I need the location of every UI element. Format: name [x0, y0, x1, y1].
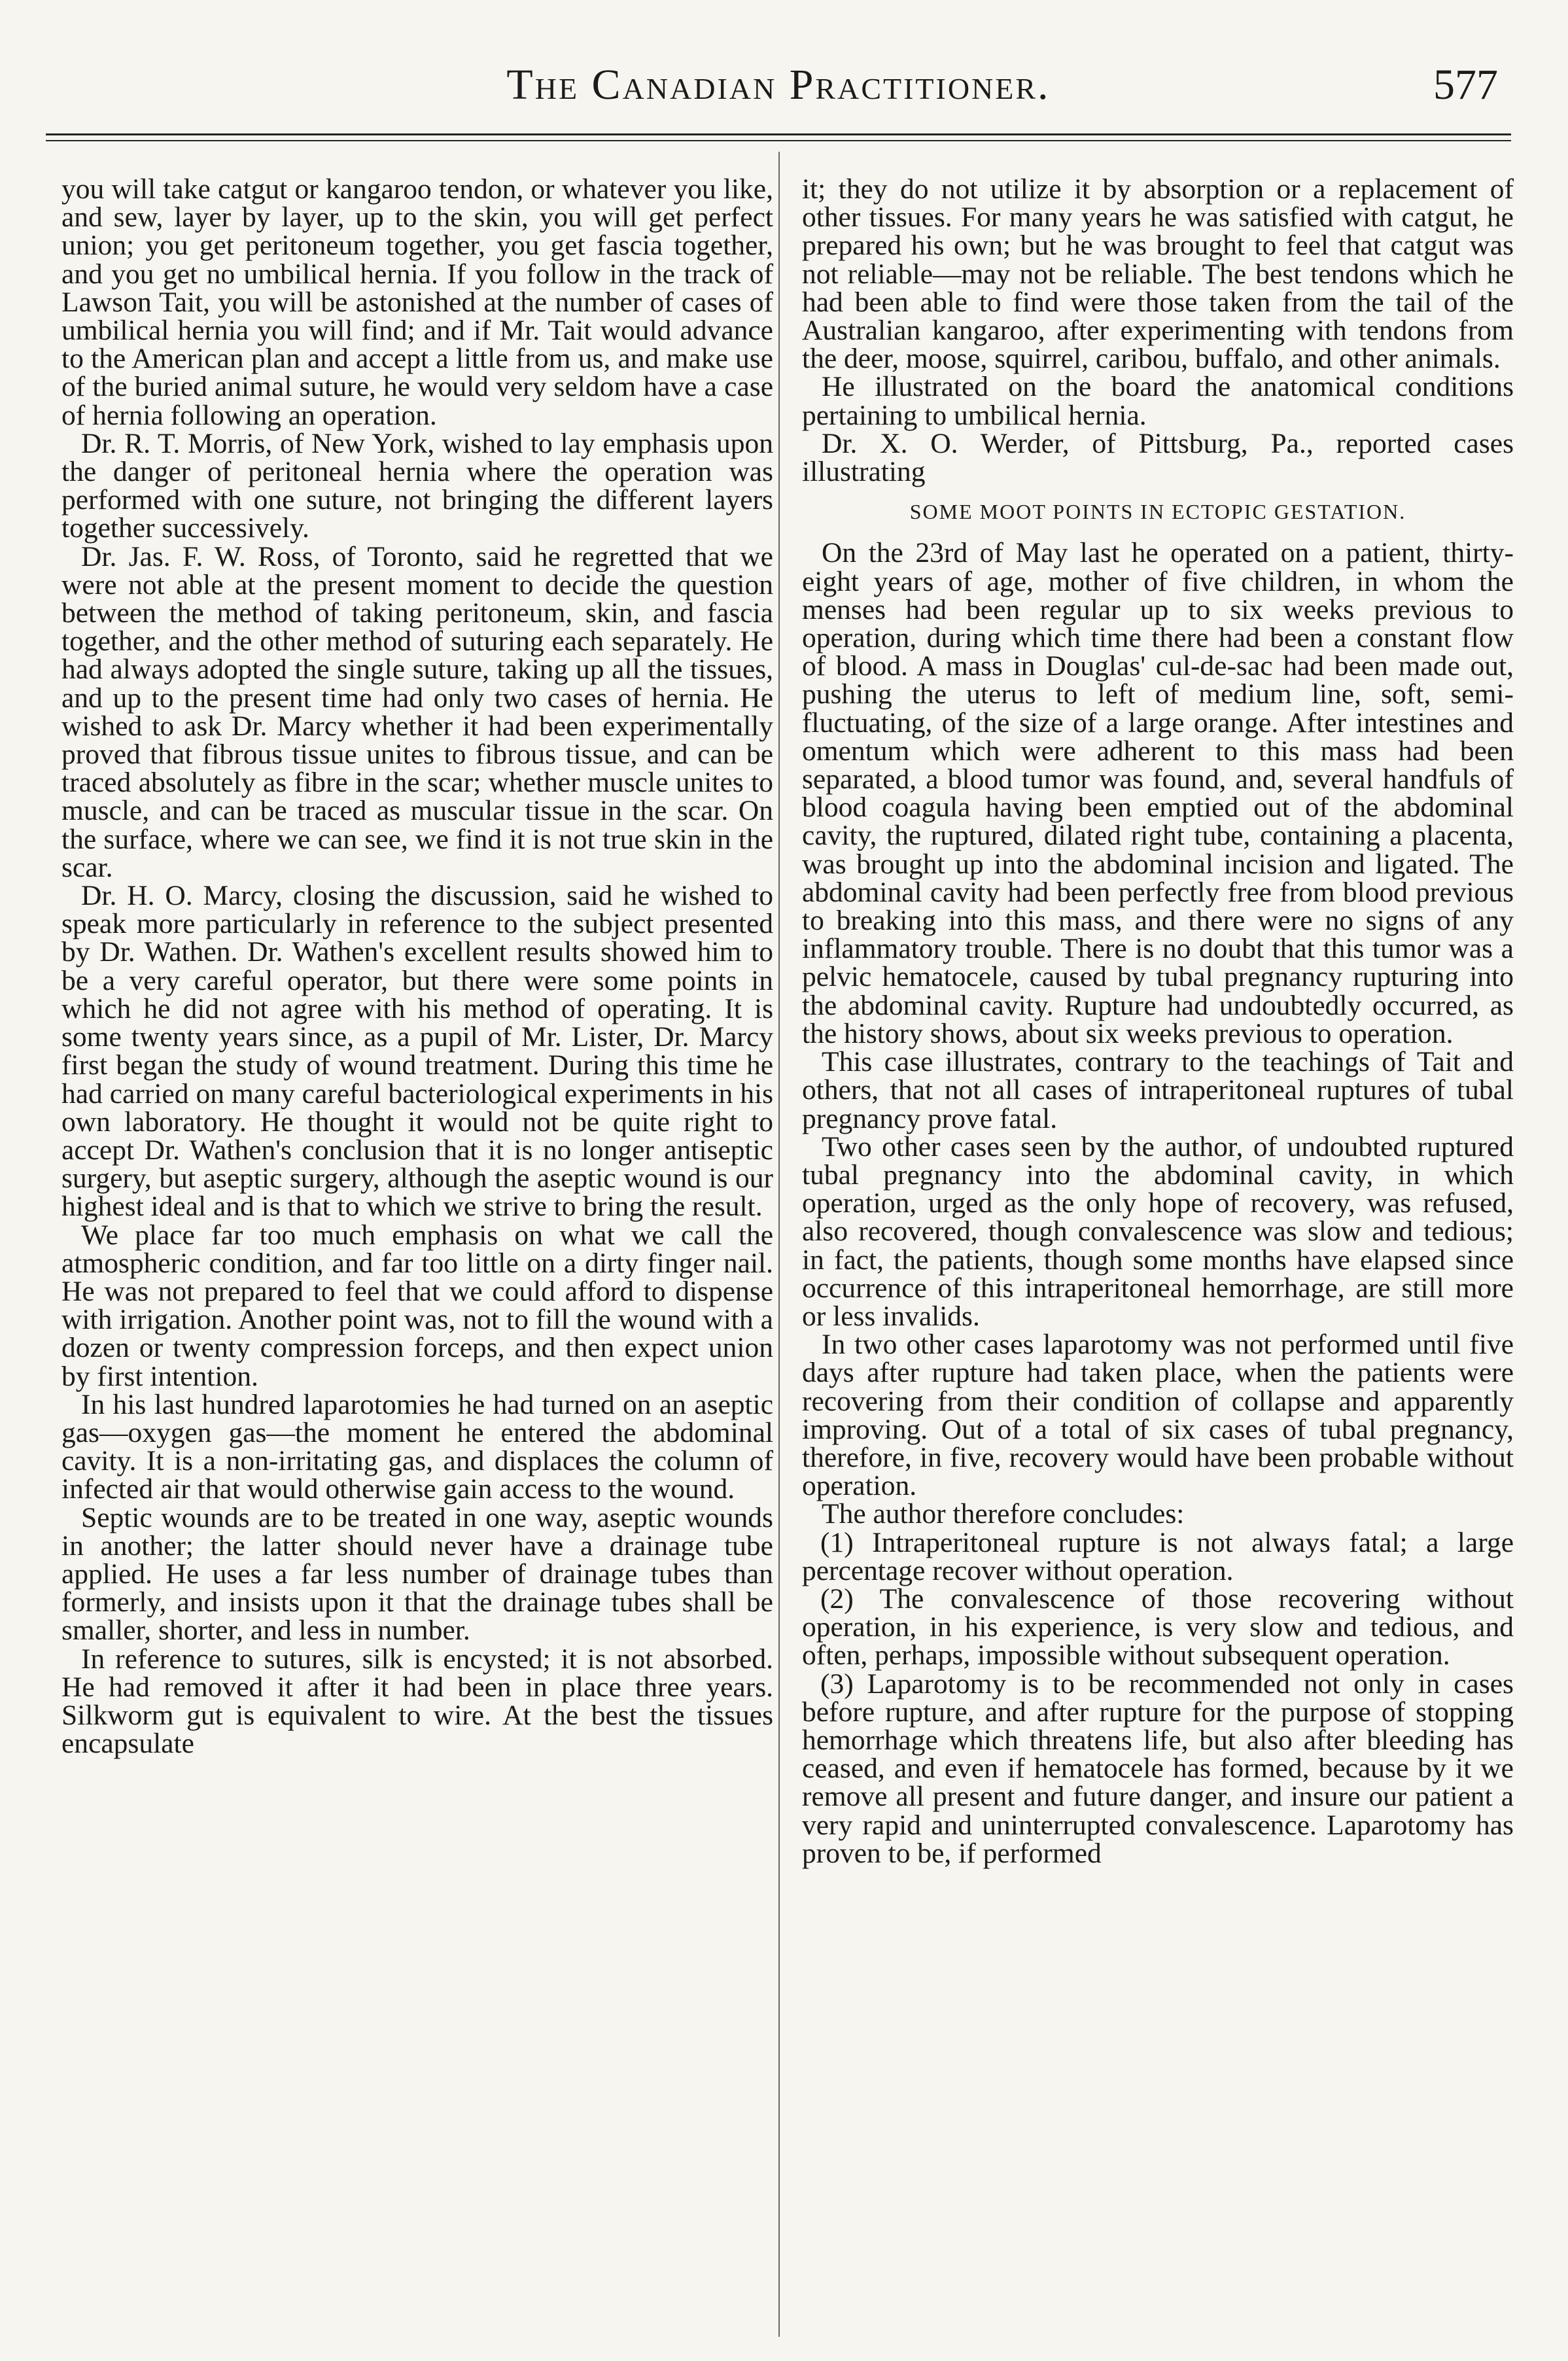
paragraph: Dr. H. O. Marcy, closing the discussion, said he wished to speak more particularly in reference to the subject presented by Dr. Wathen. Dr. Wathen's excellent results showed him to be a very careful operator, but there were some points in which he did not agree with his method of operating. It is some twenty years since, as a pupil of Mr. Lister, Dr. Marcy first began the study of wound treatment. During this time he had carried on many careful bacteriological experiments in his own laboratory. He thought it would not be quite right to accept Dr. Wathen's conclusion that it is no longer antiseptic surgery, but aseptic surgery, although the aseptic wound is our highest ideal and is that to which we strive to bring the result. [61, 880, 773, 1223]
header-rule-bottom [46, 140, 1511, 141]
header-rule-top [46, 133, 1511, 135]
paragraph: Dr. Jas. F. W. Ross, of Toronto, said he regretted that we were not able at the present moment to decide the question between the method of taking peritoneum, skin, and fascia together, and the other method of suturing each separately. He had always adopted the single suture, taking up all the tissues, and up to the present time had only two cases of hernia. He wished to ask Dr. Marcy whether it had been experimentally proved that fibrous tissue unites to fibrous tissue, and can be traced absolutely as fibre in the scar; whether muscle unites to muscle, and can be traced as muscular tissue in the scar. On the surface, where we can see, we find it is not true skin in the scar. [61, 540, 773, 883]
paragraph: it; they do not utilize it by absorption or a replacement of other tissues. For many years he was satisfied with catgut, he prepared his own; but he was brought to feel that catgut was not reliable—may not be reliable. The best tendons which he had been able to find were those taken from the tail of the Australian kangaroo, after experimenting with tendons from the deer, moose, squirrel, caribou, buffalo, and other animals. [802, 173, 1514, 375]
right-column [802, 175, 1514, 2334]
left-column [61, 175, 773, 2334]
paragraph: Dr. R. T. Morris, of New York, wished to lay emphasis upon the danger of peritoneal hernia where the operation was performed with one suture, not bringing the different layers together successively. [61, 427, 773, 544]
paragraph: He illustrated on the board the anatomical conditions pertaining to umbilical hernia. [802, 371, 1514, 431]
paragraph: The author therefore concludes: [822, 1498, 1185, 1530]
conclusion-item: (2) The convalescence of those recovering without operation, in his experience, is very slow and tedious, and often, perhaps, impossible without subsequent operation. [802, 1583, 1514, 1671]
paragraph: In two other cases laparotomy was not performed until five days after rupture had taken place, when the patients were recovering from their condition of collapse and apparently improving. Out of a total of six cases of tubal pregnancy, therefore, in five, recovery would have been probable without operation. [802, 1329, 1514, 1502]
paragraph: In his last hundred laparotomies he had turned on an aseptic gas—oxygen gas—the moment he entered the abdominal cavity. It is a non-irritating gas, and displaces the column of infected air that would otherwise gain access to the wound. [61, 1388, 773, 1505]
journal-title: The Canadian Practitioner. [506, 61, 1051, 109]
paragraph: On the 23rd of May last he operated on a patient, thirty-eight years of age, mother of five children, in whom the menses had been regular up to six weeks previous to operation, during which time there had been a constant flow of blood. A mass in Douglas' cul-de-sac had been made out, pushing the uterus to left of medium line, soft, semi-fluctuating, of the size of a large orange. After intestines and omentum which were adherent to this mass had been separated, a blood tumor was found, and, several handfuls of blood coagula having been emptied out of the abdominal cavity, the ruptured, dilated right tube, containing a placenta, was brought up into the abdominal incision and ligated. The abdominal cavity had been perfectly free from blood previous to breaking into this mass, and there were no signs of any inflammatory trouble. There is no doubt that this tumor was a pelvic hematocele, caused by tubal pregnancy rupturing into the abdominal cavity. Rupture had undoubtedly occurred, as the history shows, about six weeks previous to operation. [802, 537, 1514, 1049]
running-header [46, 60, 1511, 126]
page-number: 577 [1433, 61, 1498, 109]
conclusion-item: (3) Laparotomy is to be recommended not only in cases before rupture, and after rupture for the purpose of stopping hemorrhage which threatens life, but also after bleeding has ceased, and even if hematocele has formed, because by it we remove all present and future danger, and insure our patient a very rapid and uninterrupted convalescence. Laparotomy has proven to be, if performed [802, 1668, 1514, 1869]
column-divider [778, 152, 780, 2337]
paragraph: This case illustrates, contrary to the teachings of Tait and others, that not all cases of intraperitoneal ruptures of tubal pregnancy prove fatal. [802, 1046, 1514, 1134]
section-heading: SOME MOOT POINTS IN ECTOPIC GESTATION. [909, 500, 1406, 524]
paragraph: Septic wounds are to be treated in one way, aseptic wounds in another; the latter should never have a drainage tube applied. He uses a far less number of drainage tubes than formerly, and insists upon it that the drainage tubes shall be smaller, shorter, and less in number. [61, 1501, 773, 1647]
conclusion-item: (1) Intraperitoneal rupture is not always fatal; a large percentage recover without operation. [802, 1526, 1514, 1586]
paragraph: In reference to sutures, silk is encysted; it is not absorbed. He had removed it after it had been in place three years. Silkworm gut is equivalent to wire. At the best the tissues encapsulate [61, 1643, 773, 1760]
paragraph: Two other cases seen by the author, of undoubted ruptured tubal pregnancy into the abdominal cavity, in which operation, urged as the only hope of recovery, was refused, also recovered, though convalescence was slow and tedious; in fact, the patients, though some months have elapsed since occurrence of this intraperitoneal hemorrhage, are still more or less invalids. [802, 1130, 1514, 1332]
paragraph: We place far too much emphasis on what we call the atmospheric condition, and far too little on a dirty finger nail. He was not prepared to feel that we could afford to dispense with irrigation. Another point was, not to fill the wound with a dozen or twenty compression forceps, and then expect union by first intention. [61, 1219, 773, 1392]
paragraph: you will take catgut or kangaroo tendon, or whatever you like, and sew, layer by layer, up to the skin, you will get perfect union; you get peritoneum together, you get fascia together, and you get no umbilical hernia. If you follow in the track of Lawson Tait, you will be astonished at the number of cases of umbilical hernia you will find; and if Mr. Tait would advance to the American plan and accept a little from us, and make use of the buried animal suture, he would very seldom have a case of hernia following an operation. [61, 173, 773, 431]
paragraph: Dr. X. O. Werder, of Pittsburg, Pa., reported cases illustrating [802, 427, 1514, 488]
